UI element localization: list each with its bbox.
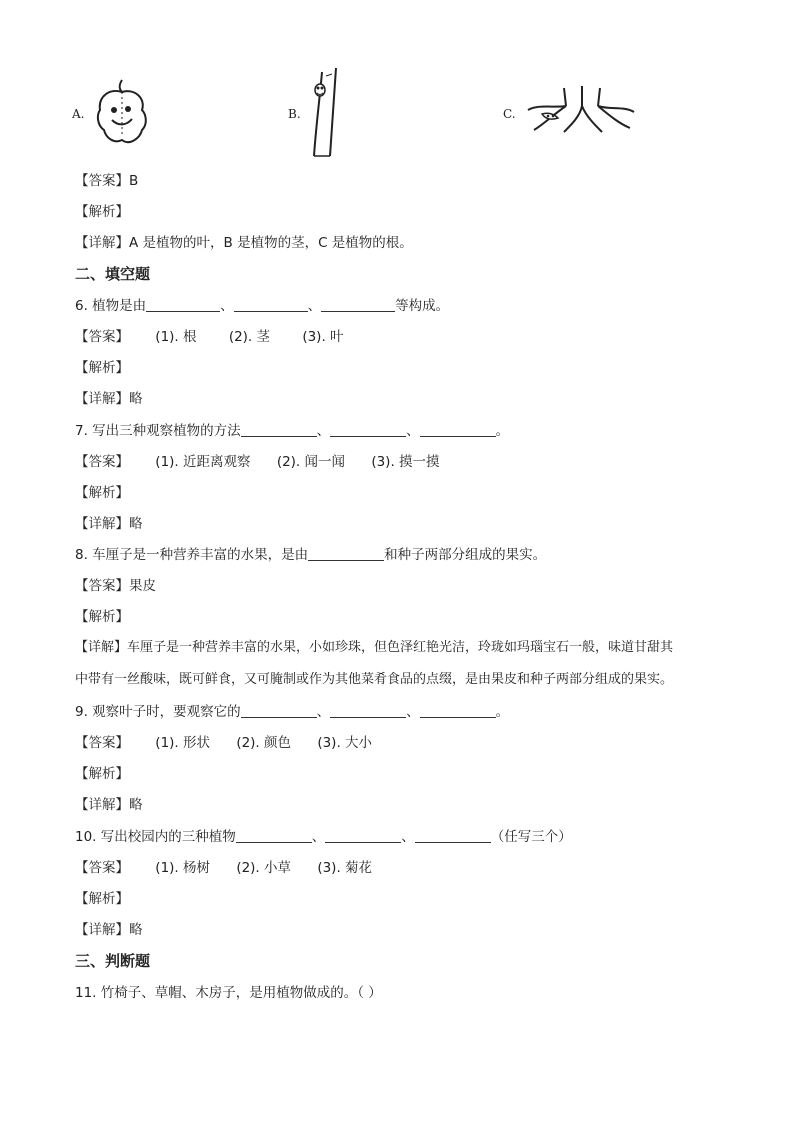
q5-analysis-row: 【解析】 [75, 204, 129, 220]
detail-text-line-1: 车厘子是一种营养丰富的水果，小如珍珠，但色泽红艳光洁，玲珑如玛瑙宝石一般，味道甘甜其 [127, 640, 674, 655]
answer-tag: 【答案】 [75, 735, 129, 751]
q9-prefix: 9. 观察叶子时，要观察它的 [75, 704, 241, 720]
q8-blank-1[interactable] [308, 546, 384, 561]
detail-tag: 【详解】 [75, 640, 128, 655]
detail-text: 略 [129, 922, 143, 938]
option-a-label: A. [72, 107, 85, 121]
answer-3: (3). 叶 [302, 329, 344, 345]
detail-tag: 【详解】 [75, 922, 129, 938]
q7-stem [75, 421, 509, 441]
answer-1: (1). 形状 [155, 735, 211, 751]
answer-2: (2). 闻一闻 [276, 454, 346, 470]
answer-tag: 【答案】 [75, 578, 129, 594]
q9-blank-1[interactable] [241, 703, 317, 718]
detail-text: 略 [129, 516, 143, 532]
detail-text: 略 [129, 391, 143, 407]
q9-suffix: 。 [495, 704, 510, 720]
q10-blank-2[interactable] [325, 828, 401, 843]
separator: 、 [311, 829, 326, 845]
stem-icon [300, 66, 350, 160]
separator: 、 [406, 704, 420, 720]
detail-tag: 【详解】 [75, 797, 129, 813]
q10-prefix: 10. 写出校园内的三种植物 [75, 829, 236, 845]
option-b-label: B. [288, 107, 301, 121]
q6-analysis-row: 【解析】 [75, 360, 129, 376]
answer-value: 果皮 [129, 578, 156, 594]
q7-suffix: 。 [495, 423, 510, 439]
analysis-tag: 解析 [88, 204, 116, 220]
q10-stem [75, 827, 572, 847]
q5-answer-row [75, 171, 138, 191]
q8-prefix: 8. 车厘子是一种营养丰富的水果，是由 [75, 547, 309, 563]
q8-suffix: 和种子两部分组成的果实。 [384, 547, 547, 563]
detail-text: A 是植物的叶，B 是植物的茎，C 是植物的根。 [129, 235, 413, 251]
answer-3: (3). 摸一摸 [371, 454, 440, 470]
q7-blank-2[interactable] [330, 422, 406, 437]
answer-tag: 【答案】 [75, 329, 129, 345]
q8-answer-row [75, 576, 156, 596]
q7-analysis-row: 【解析】 [75, 485, 129, 501]
q9-blank-2[interactable] [330, 703, 406, 718]
q8-stem [75, 545, 546, 565]
separator: 、 [401, 829, 415, 845]
q6-answer-row [75, 327, 344, 347]
q6-prefix: 6. 植物是由 [75, 298, 147, 314]
analysis-tag: 解析 [88, 609, 116, 625]
detail-text: 略 [129, 797, 143, 813]
q10-blank-1[interactable] [236, 828, 312, 843]
q9-answer-row [75, 733, 372, 753]
q9-analysis-row: 【解析】 [75, 766, 129, 782]
q6-blank-1[interactable] [146, 297, 220, 312]
answer-tag: 【答案】 [75, 860, 129, 876]
answer-2: (2). 小草 [236, 860, 292, 876]
answer-2: (2). 茎 [228, 329, 271, 345]
q6-blank-2[interactable] [234, 297, 308, 312]
answer-3: (3). 菊花 [317, 860, 373, 876]
q8-detail-row-2: 中带有一丝酸味，既可鲜食，又可腌制或作为其他菜肴食品的点缀，是由果皮和种子两部分组成的果实。 [75, 672, 674, 687]
section-2-title: 二、填空题 [75, 265, 151, 283]
section-3-title: 三、判断题 [75, 952, 151, 970]
q11-stem: 11. 竹椅子、草帽、木房子，是用植物做成的。（ ） [75, 985, 382, 1001]
answer-1: (1). 杨树 [155, 860, 211, 876]
separator: 、 [307, 298, 322, 314]
q5-detail-row [75, 233, 413, 253]
answer-2: (2). 颜色 [236, 735, 292, 751]
answer-1: (1). 近距离观察 [155, 454, 251, 470]
q9-stem [75, 702, 509, 722]
q8-detail-row [75, 638, 673, 658]
q6-blank-3[interactable] [321, 297, 395, 312]
answer-tag: 【答案】 [75, 454, 129, 470]
separator: 、 [316, 423, 331, 439]
q7-detail-row [75, 514, 143, 534]
q8-analysis-row: 【解析】 [75, 609, 129, 625]
analysis-tag: 解析 [88, 360, 116, 376]
answer-tag: 【答案】 [75, 173, 129, 189]
leaf-icon [92, 76, 150, 148]
answer-3: (3). 大小 [317, 735, 373, 751]
q10-answer-row [75, 858, 372, 878]
q7-blank-3[interactable] [420, 422, 496, 437]
detail-tag: 【详解】 [75, 516, 129, 532]
q9-blank-3[interactable] [420, 703, 496, 718]
q10-suffix: （任写三个） [490, 829, 572, 845]
separator: 、 [220, 298, 234, 314]
q7-answer-row [75, 452, 440, 472]
q7-blank-1[interactable] [241, 422, 317, 437]
q6-stem [75, 296, 449, 316]
q10-blank-3[interactable] [415, 828, 491, 843]
detail-tag: 【详解】 [75, 235, 129, 251]
q10-detail-row [75, 920, 143, 940]
detail-tag: 【详解】 [75, 391, 129, 407]
q6-detail-row [75, 389, 143, 409]
analysis-tag: 解析 [88, 891, 116, 907]
answer-1: (1). 根 [155, 329, 197, 345]
option-c-label: C. [503, 107, 516, 121]
answer-value: B [129, 173, 139, 189]
q10-analysis-row: 【解析】 [75, 891, 129, 907]
q9-detail-row [75, 795, 143, 815]
analysis-tag: 解析 [88, 485, 116, 501]
separator: 、 [406, 423, 420, 439]
q7-prefix: 7. 写出三种观察植物的方法 [75, 423, 241, 439]
separator: 、 [316, 704, 331, 720]
analysis-tag: 解析 [88, 766, 116, 782]
q6-suffix: 等构成。 [395, 298, 450, 314]
root-icon [524, 84, 638, 138]
